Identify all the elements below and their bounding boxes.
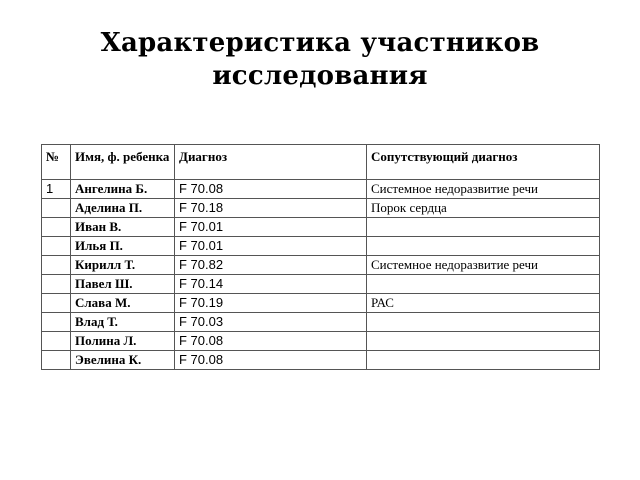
cell-diagnosis: F 70.03 xyxy=(175,313,367,332)
cell-child-name: Аделина П. xyxy=(71,199,175,218)
table-header-row xyxy=(42,145,600,180)
cell-number xyxy=(42,313,71,332)
cell-diagnosis: F 70.82 xyxy=(175,256,367,275)
table-row xyxy=(42,237,600,256)
slide-title-line-2: исследования xyxy=(212,61,428,91)
cell-number xyxy=(42,351,71,370)
cell-child-name: Павел Ш. xyxy=(71,275,175,294)
cell-comorbid-diagnosis xyxy=(367,218,600,237)
cell-child-name: Влад Т. xyxy=(71,313,175,332)
header-comorbid-diagnosis: Сопутствующий диагноз xyxy=(367,145,600,180)
table-row xyxy=(42,332,600,351)
cell-number xyxy=(42,237,71,256)
table-row xyxy=(42,313,600,332)
table-row xyxy=(42,218,600,237)
table-row xyxy=(42,256,600,275)
cell-child-name: Илья П. xyxy=(71,237,175,256)
cell-diagnosis: F 70.14 xyxy=(175,275,367,294)
cell-child-name: Ангелина Б. xyxy=(71,180,175,199)
cell-number xyxy=(42,275,71,294)
cell-child-name: Полина Л. xyxy=(71,332,175,351)
cell-child-name: Слава М. xyxy=(71,294,175,313)
cell-diagnosis: F 70.19 xyxy=(175,294,367,313)
cell-comorbid-diagnosis xyxy=(367,275,600,294)
cell-comorbid-diagnosis: Системное недоразвитие речи xyxy=(367,180,600,199)
table-row xyxy=(42,180,600,199)
cell-comorbid-diagnosis xyxy=(367,351,600,370)
cell-diagnosis: F 70.01 xyxy=(175,237,367,256)
cell-diagnosis: F 70.08 xyxy=(175,180,367,199)
cell-diagnosis: F 70.01 xyxy=(175,218,367,237)
cell-child-name: Кирилл Т. xyxy=(71,256,175,275)
table-row xyxy=(42,275,600,294)
cell-number xyxy=(42,199,71,218)
cell-comorbid-diagnosis: Системное недоразвитие речи xyxy=(367,256,600,275)
cell-number xyxy=(42,218,71,237)
header-diagnosis: Диагноз xyxy=(175,145,367,180)
cell-comorbid-diagnosis xyxy=(367,313,600,332)
cell-comorbid-diagnosis: РАС xyxy=(367,294,600,313)
header-number: № xyxy=(42,145,71,180)
slide-title xyxy=(0,27,640,93)
header-child-name: Имя, ф. ребенка xyxy=(71,145,175,180)
table-row xyxy=(42,351,600,370)
cell-diagnosis: F 70.18 xyxy=(175,199,367,218)
cell-comorbid-diagnosis xyxy=(367,332,600,351)
participants-table xyxy=(41,144,600,370)
cell-number xyxy=(42,294,71,313)
table-row xyxy=(42,294,600,313)
cell-comorbid-diagnosis: Порок сердца xyxy=(367,199,600,218)
slide-title-line-1: Характеристика участников xyxy=(100,28,540,58)
cell-number: 1 xyxy=(42,180,71,199)
cell-child-name: Иван В. xyxy=(71,218,175,237)
cell-diagnosis: F 70.08 xyxy=(175,351,367,370)
cell-child-name: Эвелина К. xyxy=(71,351,175,370)
cell-comorbid-diagnosis xyxy=(367,237,600,256)
table-row xyxy=(42,199,600,218)
cell-diagnosis: F 70.08 xyxy=(175,332,367,351)
cell-number xyxy=(42,332,71,351)
cell-number xyxy=(42,256,71,275)
